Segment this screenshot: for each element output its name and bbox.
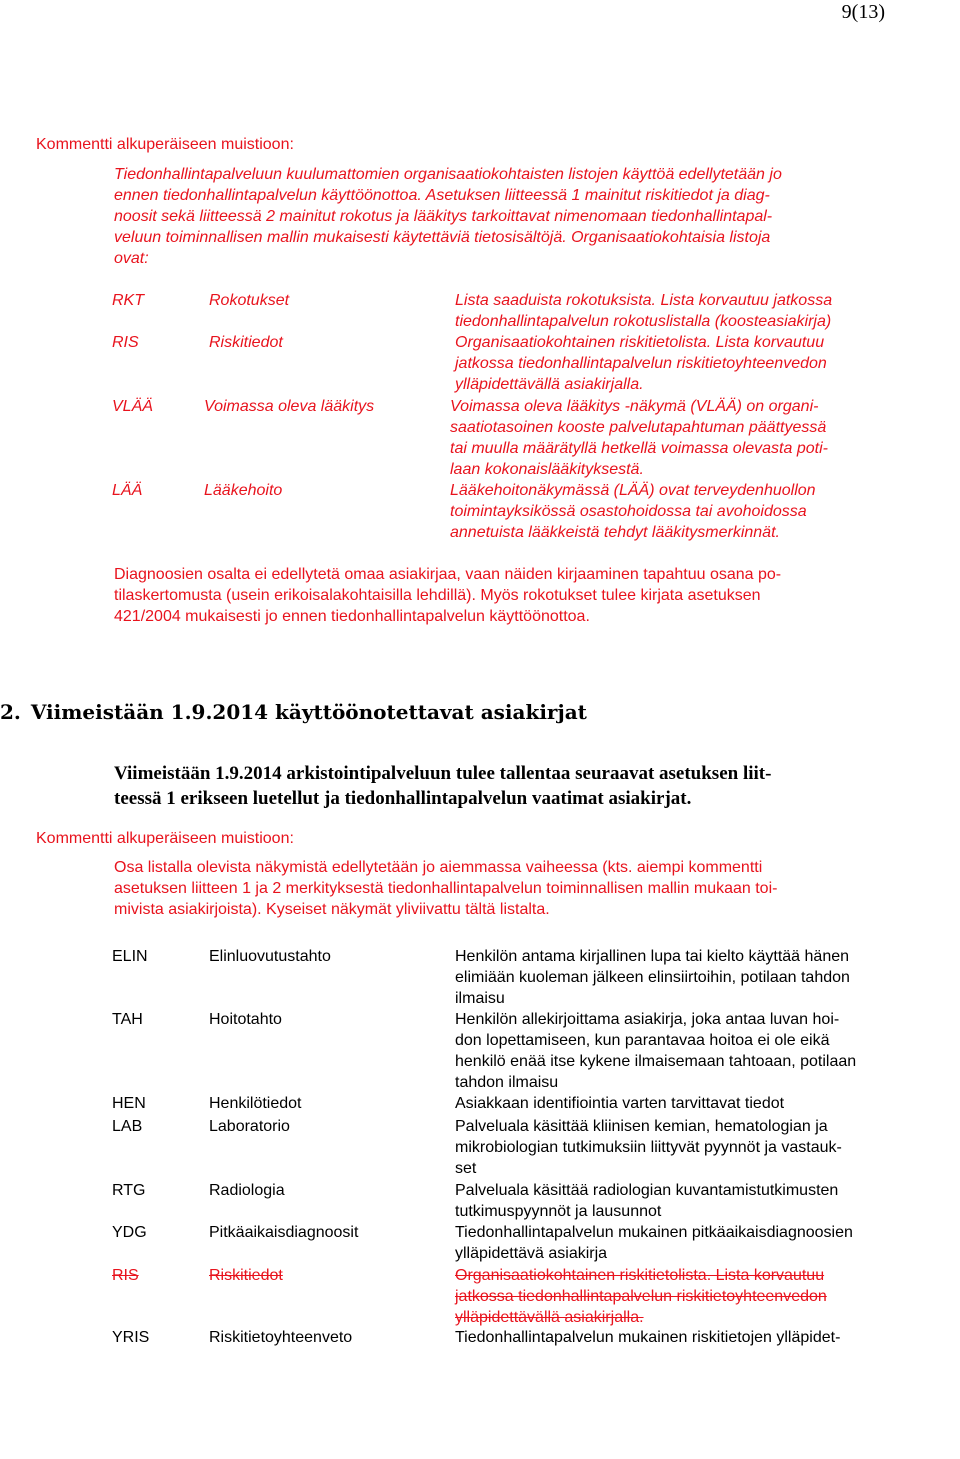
page-number: 9(13) xyxy=(841,1,885,23)
desc-line: Organisaatiokohtainen riskitietolista. Lista korvautuu xyxy=(455,1267,825,1284)
desc-line: Asiakkaan identifiointia varten tarvittavat tiedot xyxy=(455,1095,785,1112)
item-code: HEN xyxy=(112,1095,146,1112)
desc-line: mikrobiologian tutkimuksiin liittyvät pyynnöt ja vastauk- xyxy=(455,1139,842,1156)
comment-line: mivista asiakirjoista). Kyseiset näkymät yliviivattu tältä listalta. xyxy=(114,901,550,918)
comment-paragraph-2 xyxy=(114,857,884,920)
intro-line: ovat: xyxy=(114,250,149,267)
item-name: Radiologia xyxy=(209,1182,285,1199)
item-name: Riskitiedot xyxy=(209,1267,283,1284)
item-code: RIS xyxy=(112,1267,139,1284)
desc-line: Lääkehoitonäkymässä (LÄÄ) ovat terveydenhuollon xyxy=(450,482,816,499)
item-description xyxy=(450,396,895,480)
requirement-line: Viimeistään 1.9.2014 arkistointipalveluun tulee tallentaa seuraavat asetuksen liit- xyxy=(114,763,772,784)
item-code: RTG xyxy=(112,1182,146,1199)
desc-line: Henkilön antama kirjallinen lupa tai kielto käyttää hänen xyxy=(455,948,850,965)
closing-line: 421/2004 mukaisesti jo ennen tiedonhallintapalvelun käyttöönottoa. xyxy=(114,608,590,625)
item-name: Pitkäaikaisdiagnoosit xyxy=(209,1224,359,1241)
desc-line: Tiedonhallintapalvelun mukainen riskitietojen ylläpidet- xyxy=(455,1329,841,1346)
item-name: Riskitiedot xyxy=(209,334,283,351)
desc-line: jatkossa tiedonhallintapalvelun riskitietoyhteenvedon xyxy=(455,355,827,372)
item-description xyxy=(455,1116,915,1179)
intro-line: ennen tiedonhallintapalvelun käyttöönottoa. Asetuksen liitteessä 1 mainitut riskitiedot ja diag- xyxy=(114,187,770,204)
desc-line: ylläpidettävällä asiakirjalla. xyxy=(455,376,644,393)
desc-line: Palveluala käsittää kliinisen kemian, hematologian ja xyxy=(455,1118,828,1135)
desc-line: toimintayksikössä osastohoidossa tai avohoidossa xyxy=(450,503,807,520)
desc-line: set xyxy=(455,1160,477,1177)
item-description xyxy=(455,1327,915,1348)
item-name: Henkilötiedot xyxy=(209,1095,302,1112)
desc-line: saatiotasoinen kooste palvelutapahtuman päättyessä xyxy=(450,419,827,436)
item-description xyxy=(455,946,915,1009)
item-code: LAB xyxy=(112,1118,143,1135)
closing-line: Diagnoosien osalta ei edellytetä omaa asiakirjaa, vaan näiden kirjaaminen tapahtuu osana po- xyxy=(114,566,782,583)
desc-line: ilmaisu xyxy=(455,990,505,1007)
item-name: Voimassa oleva lääkitys xyxy=(204,398,375,415)
desc-line: don lopettamiseen, kun parantavaa hoitoa ei ole eikä xyxy=(455,1032,830,1049)
comment-heading-1: Kommentti alkuperäiseen muistioon: xyxy=(36,136,294,153)
closing-line: tilaskertomusta (usein erikoisalakohtaisilla lehdillä). Myös rokotukset tulee kirjata asetuksen xyxy=(114,587,761,604)
item-description xyxy=(450,480,895,543)
desc-line: Lista saaduista rokotuksista. Lista korvautuu jatkossa xyxy=(455,292,833,309)
item-description xyxy=(455,1265,915,1328)
desc-line: tai muulla määrätyllä hetkellä voimassa olevasta poti- xyxy=(450,440,828,457)
item-name: Rokotukset xyxy=(209,292,290,309)
desc-line: ylläpidettävällä asiakirjalla. xyxy=(455,1309,644,1326)
intro-line: Tiedonhallintapalveluun kuulumattomien organisaatiokohtaisten listojen käyttöä edellytetään jo xyxy=(114,166,782,183)
desc-line: Voimassa oleva lääkitys -näkymä (VLÄÄ) on organi- xyxy=(450,398,819,415)
desc-line: tiedonhallintapalvelun rokotuslistalla (koosteasiakirja) xyxy=(455,313,832,330)
item-name: Riskitietoyhteenveto xyxy=(209,1329,353,1346)
intro-line: veluun toiminnallisen mallin mukaisesti käytettäviä tietosisältöjä. Organisaatiokohtaisia listoja xyxy=(114,229,771,246)
comment-heading-2: Kommentti alkuperäiseen muistioon: xyxy=(36,830,294,847)
desc-line: tahdon ilmaisu xyxy=(455,1074,559,1091)
item-description xyxy=(455,290,915,332)
comment-line: asetuksen liitteen 1 ja 2 merkityksestä tiedonhallintapalvelun toiminnallisen mallin mukaan toi- xyxy=(114,880,778,897)
comment-intro-paragraph xyxy=(114,164,884,269)
desc-line: elimiään kuoleman jälkeen elinsiirtoihin, potilaan tahdon xyxy=(455,969,850,986)
item-description xyxy=(455,1180,915,1222)
desc-line: Tiedonhallintapalvelun mukainen pitkäaikaisdiagnoosien xyxy=(455,1224,853,1241)
desc-line: Organisaatiokohtainen riskitietolista. Lista korvautuu xyxy=(455,334,825,351)
desc-line: laan kokonaislääkityksestä. xyxy=(450,461,644,478)
item-code: RIS xyxy=(112,334,139,351)
desc-line: ylläpidettävä asiakirja xyxy=(455,1245,608,1262)
section-number: 2. xyxy=(0,700,21,724)
desc-line: Palveluala käsittää radiologian kuvantamistutkimusten xyxy=(455,1182,839,1199)
desc-line: Henkilön allekirjoittama asiakirja, joka antaa luvan hoi- xyxy=(455,1011,840,1028)
item-code: YDG xyxy=(112,1224,147,1241)
requirement-line: teessä 1 erikseen luetellut ja tiedonhallintapalvelun vaatimat asiakirjat. xyxy=(114,788,692,809)
item-name: Hoitotahto xyxy=(209,1011,282,1028)
item-name: Laboratorio xyxy=(209,1118,290,1135)
desc-line: jatkossa tiedonhallintapalvelun riskitietoyhteenvedon xyxy=(455,1288,827,1305)
item-code: LÄÄ xyxy=(112,482,143,499)
intro-line: noosit sekä liitteessä 2 mainitut rokotus ja lääkitys tarkoittavat nimenomaan tiedonhallintapal- xyxy=(114,208,773,225)
section-heading xyxy=(0,700,587,724)
comment-line: Osa listalla olevista näkymistä edellytetään jo aiemmassa vaiheessa (kts. aiempi kommentti xyxy=(114,859,763,876)
requirement-paragraph xyxy=(114,761,884,811)
closing-paragraph xyxy=(114,564,884,627)
item-name: Lääkehoito xyxy=(204,482,283,499)
item-code: TAH xyxy=(112,1011,143,1028)
desc-line: tutkimuspyynnöt ja lausunnot xyxy=(455,1203,662,1220)
item-name: Elinluovutustahto xyxy=(209,948,331,965)
item-description xyxy=(455,1222,915,1264)
desc-line: annetuista lääkkeistä tehdyt lääkitysmerkinnät. xyxy=(450,524,780,541)
item-code: ELIN xyxy=(112,948,148,965)
desc-line: henkilö enää itse kykene ilmaisemaan tahtoaan, potilaan xyxy=(455,1053,857,1070)
item-code: VLÄÄ xyxy=(112,398,153,415)
item-description xyxy=(455,1093,915,1114)
item-description xyxy=(455,332,915,395)
item-code: YRIS xyxy=(112,1329,150,1346)
item-description xyxy=(455,1009,915,1093)
section-title: Viimeistään 1.9.2014 käyttöönotettavat asiakirjat xyxy=(30,700,587,724)
item-code: RKT xyxy=(112,292,144,309)
